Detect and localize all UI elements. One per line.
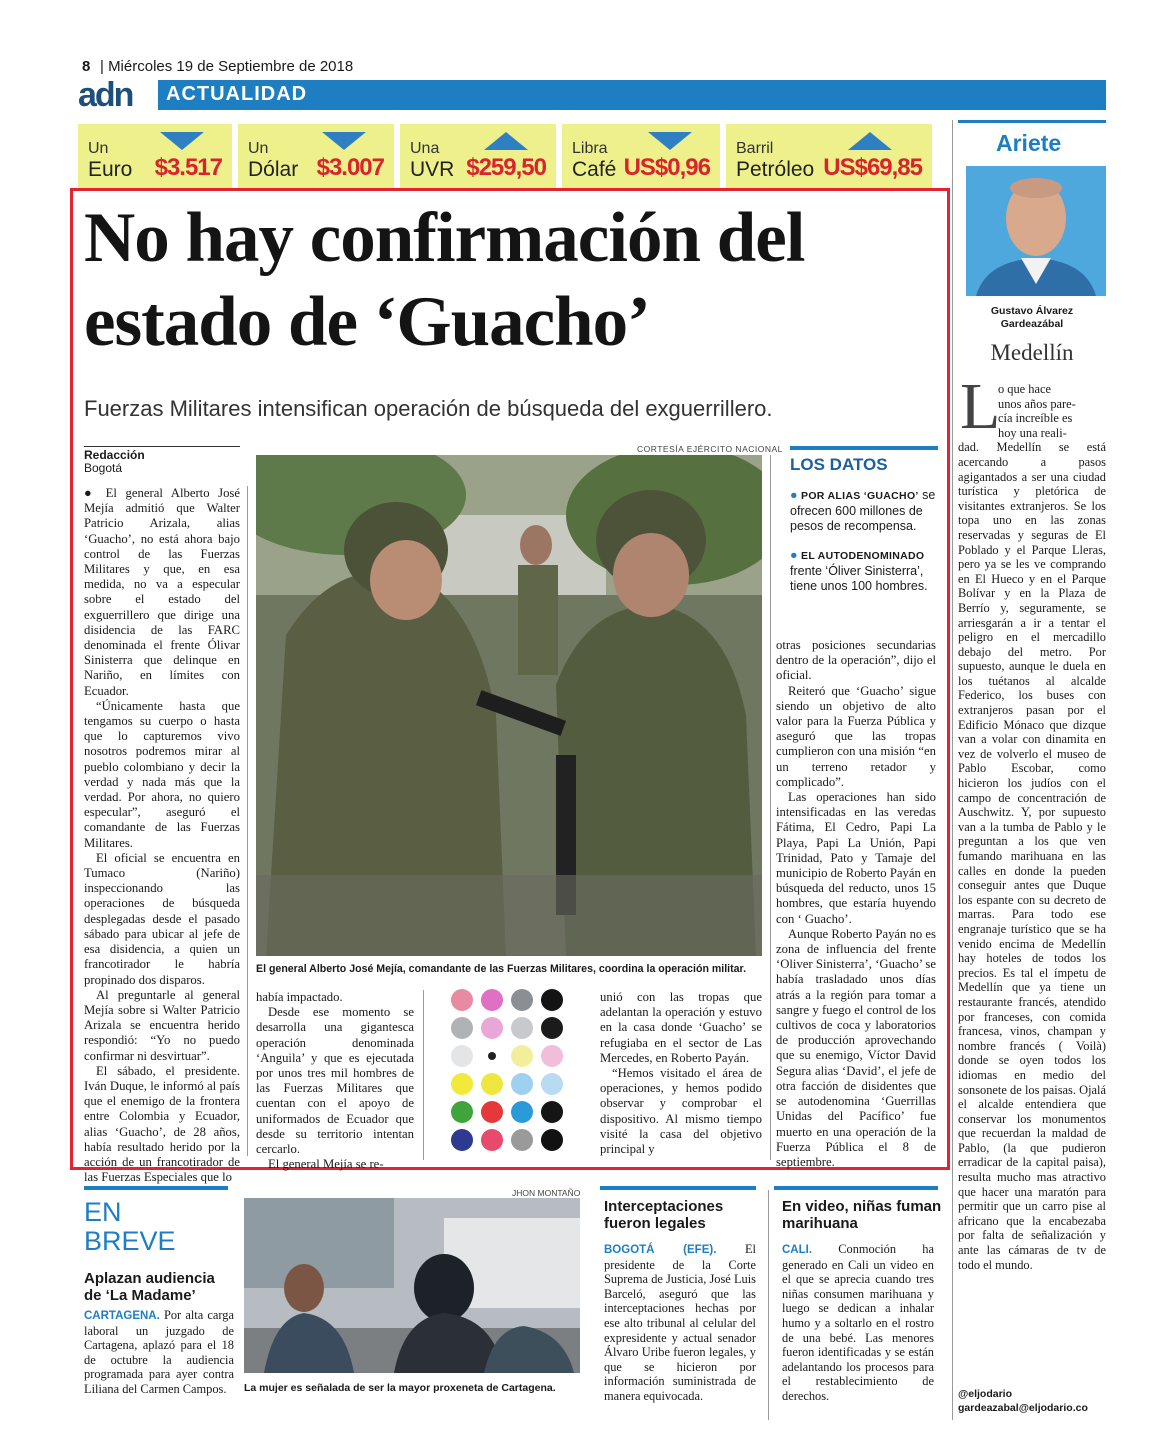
adn-logo: adn bbox=[78, 76, 133, 114]
datos-lead: POR ALIAS ‘GUACHO’ bbox=[801, 490, 919, 502]
datos-item bbox=[790, 488, 940, 534]
ticker-value: $3.517 bbox=[154, 154, 222, 181]
paragraph: “Únicamente hasta que tengamos su cuerpo o hasta que lo capturemos vivo nosotros podremos mirar al pueblo colombiano y decir la verdad y nada más que la verdad. Por ahora, no quiero especular”, aseguró el comandante de las Fuerzas Militares. bbox=[84, 698, 240, 850]
brief-keyword: BOGOTÁ (EFE). bbox=[604, 1244, 717, 1256]
ticker-uvr bbox=[400, 124, 556, 188]
article-column-3 bbox=[600, 990, 762, 1157]
up-arrow-icon bbox=[848, 132, 892, 150]
paragraph: Aunque Roberto Payán no es zona de influencia del frente ‘Oliver Sinisterra’, ‘Guacho’ se había trasladado unos días atrás a la región para tomar a sangre y fuego el control de los cultivos de coca y laboratorios de producción aprovechando que su enemigo, Víctor David Segura alias ‘David’, el jefe de otra facción de disidentes que se autodenomina ‘Guerrillas Unidas del Pacífico’ fue muerto en una operación de la Fuerza Pública el 8 de septiembre. bbox=[776, 926, 936, 1169]
lead-line: cía increíble es bbox=[998, 411, 1073, 426]
paragraph: El general Mejía se re- bbox=[268, 1157, 384, 1172]
section-title: ACTUALIDAD bbox=[166, 83, 308, 105]
paragraph: “Hemos visitado el área de operaciones, y hemos podido observar y comprobar el dispositivo. Al mismo tiempo visité la casa del objetivo principal y bbox=[600, 1066, 762, 1157]
datos-item bbox=[790, 548, 940, 594]
lead-line: unos años pare- bbox=[998, 396, 1076, 411]
headline: No hay confirmación del estado de ‘Guacho’ bbox=[84, 199, 805, 361]
paragraph: unió con las tropas que adelantan la operación y estuvo en la casa donde ‘Guacho’ se refugiaba en el sector de Las Mercedes, en Roberto Payán. bbox=[600, 990, 762, 1065]
color-check-swatch bbox=[446, 988, 576, 1158]
ticker-euro bbox=[78, 124, 232, 188]
photo-soldiers bbox=[256, 455, 762, 956]
brief-text bbox=[782, 1242, 934, 1404]
article-column-4 bbox=[776, 638, 936, 1170]
brief-body: El presidente de la Corte Suprema de Justicia, José Luis Barceló, aseguró que las interceptaciones hechas por ese alto tribunal al celular del expresidente y actual senador Álvaro Uribe fueron legales, y que se hicieron por información suministrada de manera equivocada. bbox=[604, 1242, 756, 1403]
datos-lead: EL AUTODENOMINADO bbox=[801, 550, 925, 562]
author-portrait bbox=[966, 166, 1106, 296]
briefs-section-line: EN bbox=[84, 1197, 122, 1227]
photo-caption: El general Alberto José Mejía, comandante de las Fuerzas Militares, coordina la operación militar. bbox=[256, 963, 747, 975]
brief-keyword: CALI. bbox=[782, 1244, 813, 1256]
paragraph: El sábado, el presidente. Iván Duque, le informó al país que el enemigo de la frontera entre Colombia y Ecuador, alias ‘Guacho’, de 28 años, había resultado herido por la acción de un francotirador de las Fuerzas Especiales que lo bbox=[84, 1063, 240, 1185]
byline-city: Bogotá bbox=[84, 461, 123, 475]
photo-credit: JHON MONTAÑO bbox=[512, 1188, 581, 1198]
deck: Fuerzas Militares intensifican operación de búsqueda del exguerrillero. bbox=[84, 396, 773, 421]
ticker-label: Libra bbox=[572, 140, 608, 157]
author-name bbox=[958, 305, 1106, 331]
brief-body: Por alta carga laboral un juzgado de Cartagena, aplazó para el 18 de octubre la audiencia programada para ayer contra Liliana del Carmen Campos. bbox=[84, 1308, 234, 1396]
paragraph: Al preguntarle al general Mejía sobre si Walter Patricio Arizala se encuentra herido respondió: “Yo no puedo confirmar ni desvirtuar”. bbox=[84, 987, 240, 1063]
brief-title: Aplazan audiencia de ‘La Madame’ bbox=[84, 1270, 215, 1304]
paragraph: Reiteró que ‘Guacho’ sigue siendo un objetivo de alto valor para la Fuerza Pública y aseguró que las tropas cumplieron con una misión “en un terreno retador y complicado”. bbox=[776, 683, 936, 789]
down-arrow-icon bbox=[648, 132, 692, 150]
ticker-value: US$0,96 bbox=[623, 154, 710, 181]
opinion-text: dad. Medellín se está acercando a pasos agigantados a ser una ciudad turística y pletórica de visitantes extranjeros. Se los topa uno en las zonas reservadas y seguras de El Poblado y el Parque Lleras, pero ya se les ve comprando en El Hueco y en el Parque Bolívar y en la Plaza de Berrío y, seguramente, se arriesgarán a ir a tentar el peligro en el mercadillo debajo del metro. Por supuesto, aunque le duela en los tuétanos al alcalde Federico, los buses con extranjeros pasan por el Edificio Mónaco que dizque van a volar con dinamita en vez de volverlo el museo de Pablo Escobar, como hicieron los judíos con el campo de concentración de Auschwitz. Y, por supuesto van a la tumba de Pablo y le preguntan a los que ven fumando marihuana en las calles en donde la pueden conseguir antes que Duque los espante con su decreto de marras. Para todo ese engranaje turístico que se ha venido encima de Medellín hay hoteles de todos los precios. Es tal el ímpetu de Medellín que ya tiene un restaurante francés, atendido por franceses, con comida francesa, vinos, champan y nombre francés ( Voilà) donde se oyen todos los idiomas en medio del sonsonete de los paisas. Ojalá el alcalde entendiera que conservar los monumentos que recuerdan la maldad de Pablo, (la que pudieron erradicar de la capital paisa), resulta mucho mas atractivo que hacer una maratón para permitir que un carro pise al africano que la encabezaba por falta de señalización y ante las cámaras de tv de todo el mundo. bbox=[958, 440, 1106, 1272]
ticker-label: Un bbox=[248, 140, 269, 157]
ticker-label: Una bbox=[410, 140, 440, 157]
author-handle: @eljodario bbox=[958, 1388, 1012, 1400]
lead-line: o que hace bbox=[998, 382, 1051, 396]
paragraph: ● El general Alberto José Mejía admitió que Walter Patricio Arizala, alias ‘Guacho’, no está ahora bajo control de las Fuerzas Militares y que, en esa medida, no va a especular sobre el estado del exguerrillero que dirige una disidencia de las FARC denominada el frente Ólivar Sinisterra que delinque en Nariño, en límites con Ecuador. bbox=[84, 486, 240, 698]
ticker-label: Un bbox=[88, 140, 109, 157]
paragraph: El oficial se encuentra en Tumaco (Nariño) inspeccionando las operaciones de búsqueda desplegadas desde el pasado sábado para ubicar al jefe de esa disidencia, a quien un francotirador le habría propinado dos disparos. bbox=[84, 850, 240, 987]
article-column-1 bbox=[84, 486, 240, 1185]
opinion-title: Medellín bbox=[990, 340, 1074, 365]
brief-text bbox=[604, 1242, 756, 1404]
ticker-label: Petróleo bbox=[736, 158, 815, 181]
opinion-body bbox=[958, 382, 1106, 1272]
ticker-cafe bbox=[562, 124, 720, 188]
page-number: 8 bbox=[82, 58, 91, 75]
ticker-petroleo bbox=[726, 124, 932, 188]
opinion-section: Ariete bbox=[996, 130, 1062, 156]
ticker-label: Café bbox=[572, 158, 617, 181]
ticker-value: $259,50 bbox=[466, 154, 546, 181]
ticker-dolar bbox=[238, 124, 394, 188]
breve-rule bbox=[84, 1186, 228, 1190]
ticker-value: US$69,85 bbox=[823, 154, 922, 181]
author-line: Gustavo Álvarez bbox=[990, 305, 1074, 317]
up-arrow-icon bbox=[484, 132, 528, 150]
ticker-label: UVR bbox=[410, 158, 455, 181]
author-email: gardeazabal@eljodario.co bbox=[958, 1402, 1088, 1414]
datos-text: se ofrecen 600 millones de pesos de recompensa. bbox=[790, 488, 936, 533]
brief-rule bbox=[774, 1186, 938, 1190]
drop-cap: L bbox=[960, 370, 1001, 443]
byline: Redacción bbox=[84, 448, 145, 462]
article-column-2 bbox=[256, 990, 414, 1172]
datos-rule bbox=[790, 446, 938, 450]
divider bbox=[84, 446, 240, 447]
down-arrow-icon bbox=[160, 132, 204, 150]
briefs-section-line: BREVE bbox=[84, 1226, 176, 1256]
brief-title: En video, niñas fuman marihuana bbox=[782, 1198, 942, 1232]
photo-arrest bbox=[244, 1198, 580, 1373]
brief-text bbox=[84, 1308, 234, 1397]
bullet-icon: ● bbox=[790, 488, 802, 502]
ticker-label: Dólar bbox=[248, 158, 299, 181]
brief-title: Interceptaciones fueron legales bbox=[604, 1198, 724, 1232]
brief-rule bbox=[600, 1186, 756, 1190]
column-divider bbox=[770, 455, 771, 1160]
brief-body: Conmoción ha generado en Cali un video en el que se aprecia cuando tres niñas consumen marihuana y luego se dedican a inhalar humo y a soltarlo en el rostro de una bebé. Las menores fueron identificadas y se están adelantando los procesos para el restablecimiento de derechos. bbox=[782, 1242, 934, 1403]
ticker-label: Euro bbox=[88, 158, 133, 181]
paragraph: Desde ese momento se desarrolla una gigantesca operación denominada ‘Anguila’ y que es ejecutada por unos tres mil hombres de las Fuerzas Militares que cuentan con el apoyo de uniformados de Ecuador que desde su territorio intentan cercarlo. bbox=[256, 1005, 414, 1157]
column-divider bbox=[423, 990, 424, 1160]
bullet-icon: ● bbox=[790, 548, 802, 562]
column-divider bbox=[952, 120, 953, 1420]
dateline: | Miércoles 19 de Septiembre de 2018 bbox=[100, 58, 354, 75]
photo-credit: CORTESÍA EJÉRCITO NACIONAL bbox=[637, 444, 783, 454]
column-divider bbox=[768, 1190, 769, 1420]
paragraph: Las operaciones han sido intensificadas en las veredas Fátima, El Cedro, Papi La Playa, Papi La Unión, Papi Trinidad, Pato y Tamaje del municipio de Roberto Payán en búsqueda del reducto, unos 15 hombres, que estaría huyendo con ‘ Guacho’. bbox=[776, 790, 936, 926]
brief-keyword: CARTAGENA. bbox=[84, 1310, 160, 1322]
down-arrow-icon bbox=[322, 132, 366, 150]
paragraph: había impactado. bbox=[256, 990, 343, 1004]
author-line: Gardeazábal bbox=[1000, 318, 1064, 330]
column-divider bbox=[247, 486, 248, 1156]
paragraph: otras posiciones secundarias dentro de la operación”, dijo el oficial. bbox=[776, 638, 936, 683]
datos-text: frente ‘Óliver Sinisterra’, tiene unos 100 hombres. bbox=[790, 564, 928, 593]
photo-caption: La mujer es señalada de ser la mayor proxeneta de Cartagena. bbox=[244, 1382, 556, 1394]
datos-title: LOS DATOS bbox=[790, 455, 888, 474]
briefs-section bbox=[84, 1198, 176, 1256]
lead-line: hoy una reali- bbox=[998, 425, 1067, 440]
ticker-value: $3.007 bbox=[316, 154, 384, 181]
ticker-label: Barril bbox=[736, 140, 774, 157]
